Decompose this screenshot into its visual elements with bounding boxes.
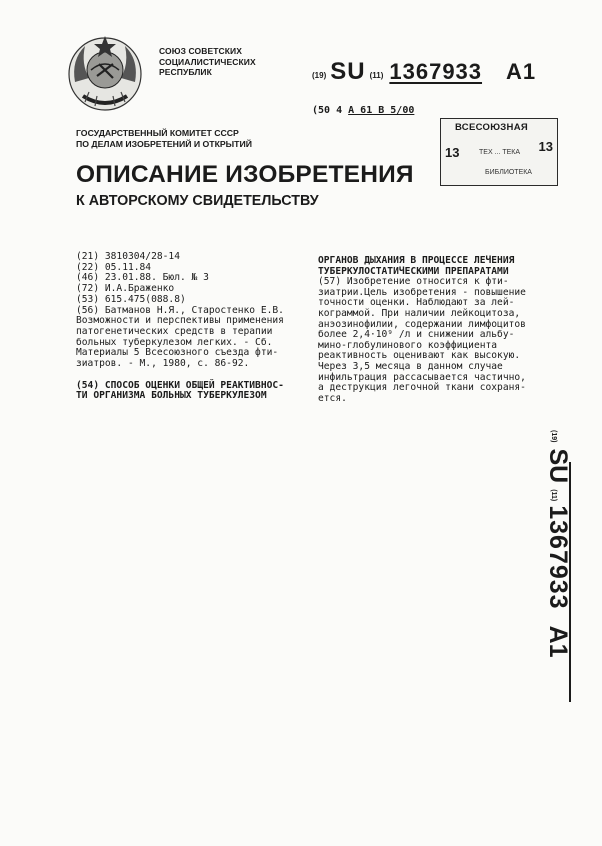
bib-field: (21) 3810304/28-14 (76, 251, 180, 262)
abstract-line: более 2,4·10⁹ /л и снижении альбу- (318, 329, 515, 341)
prior-art-line: Материалы 5 Всесоюзного съезда фти- (76, 347, 279, 359)
ipc-code: A 61 B 5/00 (348, 105, 415, 116)
invention-title-continuation: ТУБЕРКУЛОСТАТИЧЕСКИМИ ПРЕПАРАТАМИ (318, 265, 509, 277)
vertical-inid-19: (19) (550, 430, 557, 443)
abstract-line: мино-глобулинового коэффициента (318, 339, 498, 351)
abstract-line: ется. (318, 392, 347, 404)
prior-art (76, 306, 298, 370)
left-column (76, 252, 298, 402)
abstract-line: (57) Изобретение относится к фти- (318, 276, 509, 288)
bib-field: (46) 23.01.88. Бюл. № 3 (76, 272, 209, 284)
abstract-line: Через 3,5 месяца в данном случае (318, 360, 503, 372)
patent-number: 1367933 (389, 59, 483, 84)
document-title: ОПИСАНИЕ ИЗОБРЕТЕНИЯ (76, 161, 414, 188)
invention-title-continuation: ОРГАНОВ ДЫХАНИЯ В ПРОЦЕССЕ ЛЕЧЕНИЯ (318, 255, 515, 266)
stamp-middle-text: ТЕХ ... ТЕКА (479, 149, 521, 156)
committee-line: ПО ДЕЛАМ ИЗОБРЕТЕНИЙ И ОТКРЫТИЙ (76, 139, 252, 149)
abstract-line: а деструкция легочной ткани сохраня- (318, 382, 526, 394)
union-name (159, 46, 256, 78)
right-column (318, 256, 542, 404)
document-subtitle: К АВТОРСКОМУ СВИДЕТЕЛЬСТВУ (76, 193, 319, 209)
invention-title (76, 381, 298, 402)
kind-code: A1 (506, 59, 537, 84)
abstract-line: инфильтрация рассасывается частично, (318, 371, 526, 383)
vertical-kind-code: A1 (544, 625, 572, 658)
vertical-publication-number (520, 430, 590, 705)
library-stamp (440, 118, 558, 186)
union-name-line: РЕСПУБЛИК (159, 67, 212, 77)
abstract (318, 277, 542, 404)
vertical-number-text (543, 430, 572, 658)
prior-art-line: (56) Батманов Н.Я., Старостенко Е.В. (76, 304, 284, 316)
abstract-line: точности оценки. Наблюдают за лей- (318, 297, 515, 309)
ipc-classification (312, 105, 414, 116)
inid-code-11: (11) (369, 71, 384, 80)
bib-field: (22) 05.11.84 (76, 261, 152, 273)
stamp-left-number: 13 (445, 145, 460, 160)
vertical-inid-11: (11) (550, 489, 557, 502)
prior-art-line: больных туберкулезом легких. - Сб. (76, 336, 273, 348)
abstract-line: зиатрии.Цель изобретения - повышение (318, 286, 526, 298)
invention-title-line: (54) СПОСОБ ОЦЕНКИ ОБЩЕЙ РЕАКТИВНОС- (76, 379, 284, 391)
bib-field: (53) 615.475(088.8) (76, 293, 186, 305)
abstract-line: реактивность оценивают как высокую. (318, 350, 521, 362)
prior-art-line: зиатров. - М., 1980, с. 86-92. (76, 358, 250, 370)
inid-code-19: (19) (312, 71, 327, 80)
stamp-bottom-text: БИБЛИОТЕКА (485, 169, 532, 176)
bib-field: (72) И.А.Браженко (76, 283, 175, 295)
abstract-line: анэозинофилии, содержании лимфоцитов (318, 318, 526, 330)
prior-art-line: патогенетических средств в терапии (76, 325, 273, 337)
union-name-line: СОЮЗ СОВЕТСКИХ (159, 46, 243, 56)
vertical-country-code: SU (544, 448, 572, 484)
committee-line: ГОСУДАРСТВЕННЫЙ КОМИТЕТ СССР (76, 128, 239, 138)
ipc-prefix: (50 4 (312, 105, 343, 116)
ussr-emblem (63, 30, 147, 114)
stamp-top-text: ВСЕСОЮЗНАЯ (455, 122, 529, 133)
abstract-line: кограммой. При наличии лейкоцитоза, (318, 307, 521, 319)
union-name-line: СОЦИАЛИСТИЧЕСКИХ (159, 56, 256, 67)
prior-art-line: Возможности и перспективы применения (76, 315, 284, 327)
vertical-patent-number: 1367933 (544, 505, 572, 610)
issuing-committee (76, 128, 252, 150)
publication-number (312, 58, 536, 86)
country-code: SU (330, 58, 366, 85)
stamp-right-number: 13 (538, 139, 553, 154)
invention-title-line: ТИ ОРГАНИЗМА БОЛЬНЫХ ТУБЕРКУЛЕЗОМ (76, 390, 267, 402)
